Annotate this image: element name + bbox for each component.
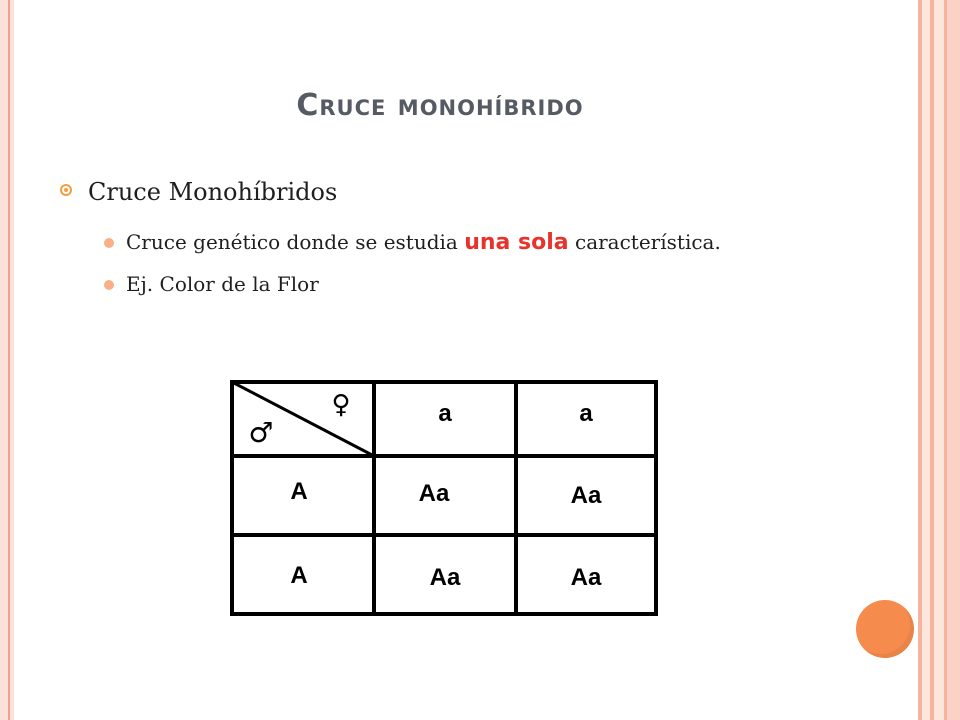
row-header-2: A: [290, 562, 308, 589]
cell-r1-c2: Aa: [570, 482, 602, 509]
col-header-2: a: [579, 400, 593, 427]
slide-title: Cruce monohíbrido: [296, 88, 584, 123]
grid-line: [654, 380, 658, 616]
row-header-1: A: [290, 478, 308, 505]
bullet-dot-icon: [104, 238, 114, 248]
cell-r1-c1: Aa: [418, 480, 450, 507]
punnett-square: [230, 380, 658, 616]
right-stripe-4: [934, 0, 944, 720]
female-symbol: ♀: [331, 390, 351, 420]
male-symbol: ♂: [248, 416, 274, 449]
col-header-1: a: [438, 400, 452, 427]
grid-line: [230, 612, 658, 616]
right-stripe-6: [947, 0, 960, 720]
right-stripe-2: [922, 0, 930, 720]
item2-text: Ej. Color de la Flor: [126, 272, 319, 296]
bullet-ring-icon: [60, 184, 72, 196]
item1-text-after: característica.: [568, 230, 721, 254]
cell-r2-c1: Aa: [429, 564, 461, 591]
cell-r2-c2: Aa: [570, 564, 602, 591]
bullet-level1-text: Cruce Monohíbridos: [88, 178, 338, 206]
decorative-circle: [856, 600, 914, 658]
grid-line: [230, 533, 658, 537]
item1-text-before: Cruce genético donde se estudia: [126, 230, 465, 254]
item1-emphasis: una sola: [464, 230, 569, 255]
bullet-dot-icon: [104, 280, 114, 290]
